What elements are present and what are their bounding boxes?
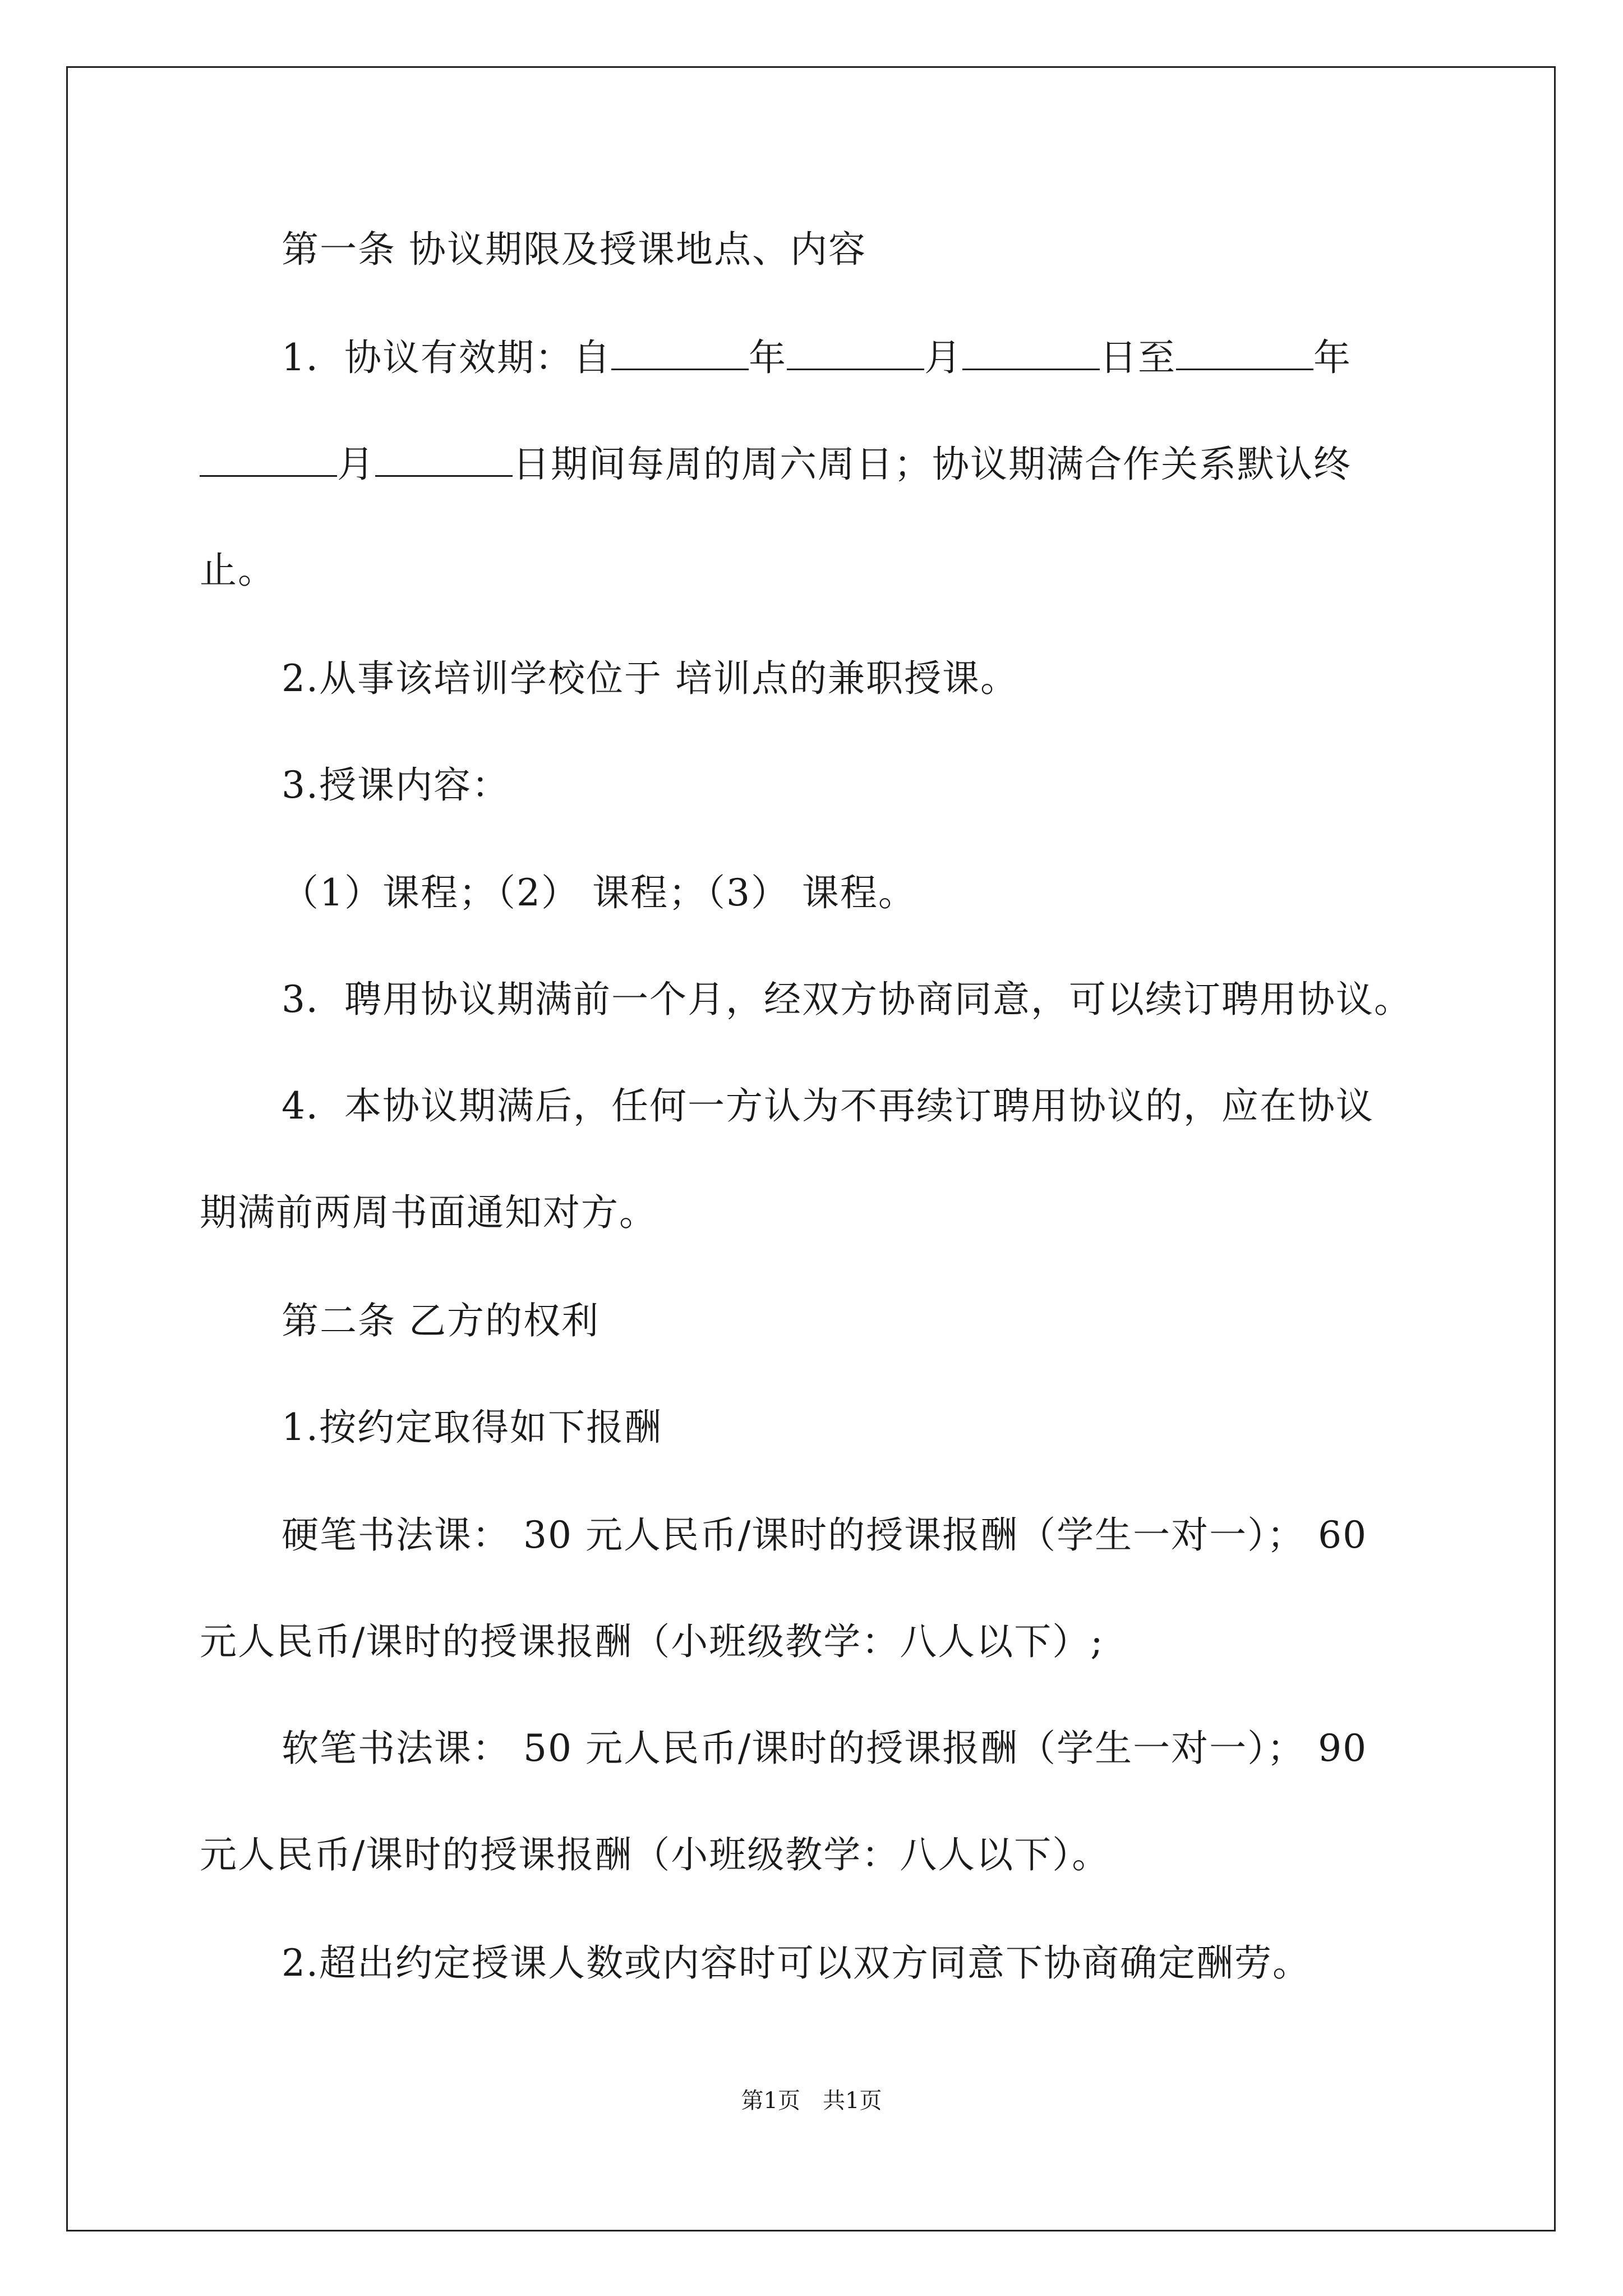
article1-item4: 3．聘用协议期满前一个月，经双方协商同意，可以续订聘用协议。	[282, 978, 1412, 1021]
blank-year-end	[1176, 335, 1313, 370]
article2-item1: 1.按约定取得如下报酬	[282, 1406, 662, 1449]
blank-month-start	[787, 335, 924, 370]
article1-item2: 2.从事该培训学校位于 培训点的兼职授课。	[282, 657, 1018, 700]
month-label: 月	[337, 443, 375, 486]
month-label: 月	[924, 336, 962, 379]
article2-item2: 2.超出约定授课人数或内容时可以双方同意下协商确定酬劳。	[282, 1941, 1311, 1985]
page-border	[66, 66, 1556, 2231]
blank-year-start	[611, 335, 749, 370]
page-footer: 第1页 共1页	[741, 2088, 882, 2114]
article1-item5-line1: 4．本协议期满后，任何一方认为不再续订聘用协议的，应在协议	[282, 1084, 1374, 1128]
blank-day-start	[962, 335, 1100, 370]
article1-item1-line3: 止。	[200, 549, 276, 592]
article1-item1-line2	[200, 441, 1352, 487]
item1-line2-text: 日期间每周的周六周日；协议期满合作关系默认终	[513, 443, 1352, 486]
soft-pen-line1: 软笔书法课： 50 元人民币/课时的授课报酬（学生一对一）； 90	[282, 1727, 1368, 1770]
blank-day-end	[375, 441, 513, 477]
soft-pen-line2: 元人民币/课时的授课报酬（小班级教学：八人以下）。	[200, 1833, 1110, 1876]
hard-pen-line2: 元人民币/课时的授课报酬（小班级教学：八人以下）;	[200, 1620, 1104, 1663]
article2-heading: 第二条 乙方的权利	[282, 1299, 600, 1342]
item1-prefix: 1．协议有效期：自	[282, 336, 611, 379]
blank-month-end	[200, 441, 337, 477]
hard-pen-line1: 硬笔书法课： 30 元人民币/课时的授课报酬（学生一对一）； 60	[282, 1513, 1368, 1557]
article1-heading: 第一条 协议期限及授课地点、内容	[282, 228, 866, 271]
article1-item3-courses: （1）课程；（2） 课程；（3） 课程。	[282, 871, 916, 914]
article1-item5-line2: 期满前两周书面通知对方。	[200, 1191, 657, 1234]
article1-item3: 3.授课内容：	[282, 763, 510, 807]
year-label: 年	[749, 336, 787, 379]
article1-item1-line1	[282, 335, 1352, 380]
year-label: 年	[1313, 336, 1352, 379]
day-to-label: 日至	[1100, 336, 1176, 379]
